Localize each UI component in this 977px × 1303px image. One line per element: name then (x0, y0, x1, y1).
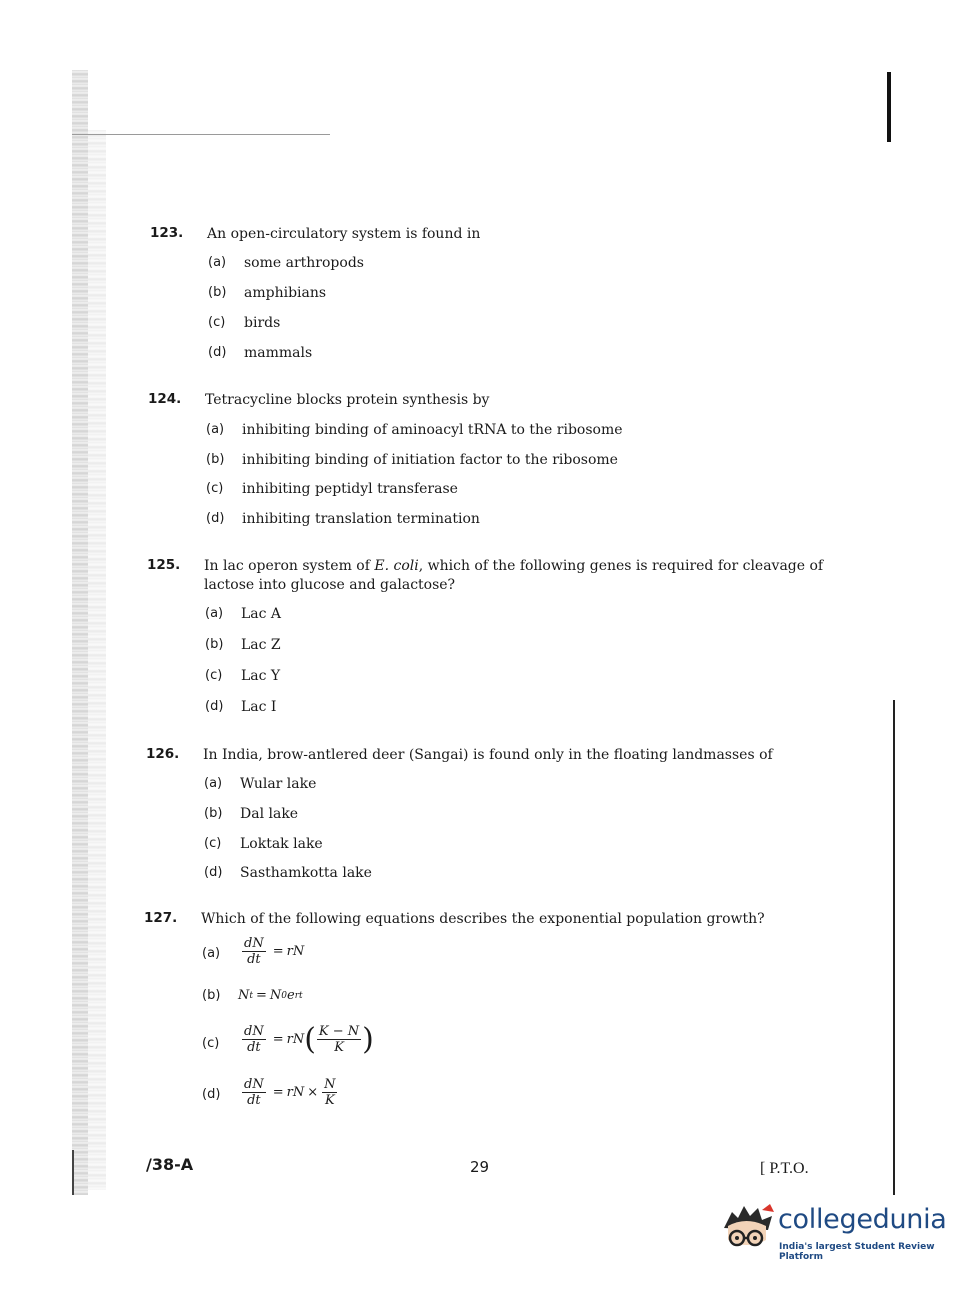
equation-d (238, 1077, 338, 1108)
times-sign: × (307, 1085, 319, 1100)
question-number: 124. (148, 391, 182, 407)
fraction-denominator: dt (247, 952, 261, 967)
option-text: mammals (244, 345, 313, 361)
subscript: 0 (281, 990, 288, 1001)
logo-tagline: India's largest Student Review Platform (779, 1242, 935, 1262)
subscript: t (249, 990, 253, 1001)
question-text-start: In lac operon system of (204, 558, 375, 574)
equation-a (238, 936, 304, 967)
equation-rhs: rN (286, 1032, 305, 1047)
option-label: (d) (205, 699, 224, 714)
equation-b (238, 988, 303, 1003)
fraction-numerator: dN (244, 1077, 264, 1092)
option-label: (a) (206, 422, 225, 437)
option-text: Dal lake (240, 806, 299, 822)
fraction (317, 1024, 361, 1055)
question-text: Which of the following equations describes the exponential population growth? (201, 911, 765, 927)
top-rule (72, 134, 330, 135)
option-text: inhibiting peptidyl transferase (242, 481, 458, 497)
mascot-icon (718, 1202, 776, 1258)
equation-c (238, 1021, 374, 1057)
question-text: Tetracycline blocks protein synthesis by (205, 392, 490, 408)
option-label: (b) (204, 806, 223, 821)
equals-sign: = (272, 1085, 284, 1100)
option-label: (a) (204, 776, 223, 791)
fraction-numerator: dN (244, 1024, 264, 1039)
option-label: (a) (202, 946, 221, 961)
equation-rhs: rN (286, 944, 305, 959)
left-margin-rule (72, 1150, 74, 1195)
option-text: inhibiting translation termination (242, 511, 480, 527)
fraction-denominator: dt (247, 1040, 261, 1055)
option-label: (c) (208, 315, 226, 330)
exponent-base: e (287, 988, 295, 1003)
option-text: Lac A (241, 606, 282, 622)
question-text (204, 557, 829, 595)
option-text: Wular lake (240, 776, 317, 792)
superscript: rt (294, 990, 303, 1001)
equals-sign: = (272, 1032, 284, 1047)
fraction-numerator: dN (244, 936, 264, 951)
option-label: (c) (205, 668, 223, 683)
question-number: 125. (147, 557, 181, 573)
option-label: (a) (205, 606, 224, 621)
option-text: inhibiting binding of aminoacyl tRNA to the ribosome (242, 422, 623, 438)
fraction-denominator: K (324, 1093, 335, 1108)
option-label: (c) (206, 481, 224, 496)
fraction (322, 1077, 337, 1108)
fraction-denominator: dt (247, 1093, 261, 1108)
open-paren: ( (304, 1021, 316, 1057)
logo-wordmark: collegedunia (778, 1204, 947, 1235)
option-label: (b) (208, 285, 227, 300)
option-text: inhibiting binding of initiation factor to the ribosome (242, 452, 618, 468)
option-text: Lac Y (241, 668, 281, 684)
option-text: some arthropods (244, 255, 364, 271)
close-paren: ) (362, 1021, 374, 1057)
paper-code: /38-A (146, 1155, 194, 1174)
fraction-numerator: N (324, 1077, 336, 1092)
please-turn-over: [ P.T.O. (760, 1160, 809, 1177)
option-label: (b) (202, 988, 221, 1003)
collegedunia-logo (718, 1196, 958, 1266)
question-number: 126. (146, 746, 180, 762)
fraction-numerator: K − N (318, 1024, 360, 1039)
option-text: birds (244, 315, 281, 331)
equation-rhs: rN (286, 1085, 305, 1100)
question-text: In India, brow-antlered deer (Sangai) is found only in the floating landmasses of (203, 747, 773, 763)
option-label: (b) (205, 637, 224, 652)
fraction (242, 1024, 266, 1055)
option-label: (d) (206, 511, 225, 526)
fraction-denominator: K (334, 1040, 344, 1055)
option-label: (a) (208, 255, 227, 270)
option-label: (d) (202, 1087, 221, 1102)
question-number: 123. (150, 225, 184, 241)
option-text: Sasthamkotta lake (240, 865, 372, 881)
option-label: (d) (208, 345, 227, 360)
right-margin-rule (893, 700, 895, 1195)
option-label: (c) (202, 1036, 220, 1051)
question-text-italic: E. coli (374, 558, 419, 574)
question-number: 127. (144, 910, 178, 926)
page-number: 29 (470, 1158, 490, 1176)
equals-sign: = (256, 988, 267, 1003)
option-text: amphibians (244, 285, 327, 301)
option-text: Loktak lake (240, 836, 323, 852)
question-text: An open-circulatory system is found in (207, 226, 481, 242)
question-text-end: , which of the following genes is required for cleavage of lactose into glucose and galactose? (204, 558, 824, 593)
equation-rhs: N (269, 988, 282, 1003)
corner-mark (887, 72, 891, 142)
option-text: Lac Z (241, 637, 281, 653)
scan-edge-artifact (72, 70, 88, 1195)
scan-edge-artifact-inner (88, 130, 106, 1190)
option-label: (b) (206, 452, 225, 467)
option-text: Lac I (241, 699, 277, 715)
option-label: (d) (204, 865, 223, 880)
fraction (242, 1077, 266, 1108)
fraction (242, 936, 266, 967)
equals-sign: = (272, 944, 284, 959)
option-label: (c) (204, 836, 222, 851)
equation-lhs: N (238, 988, 250, 1003)
